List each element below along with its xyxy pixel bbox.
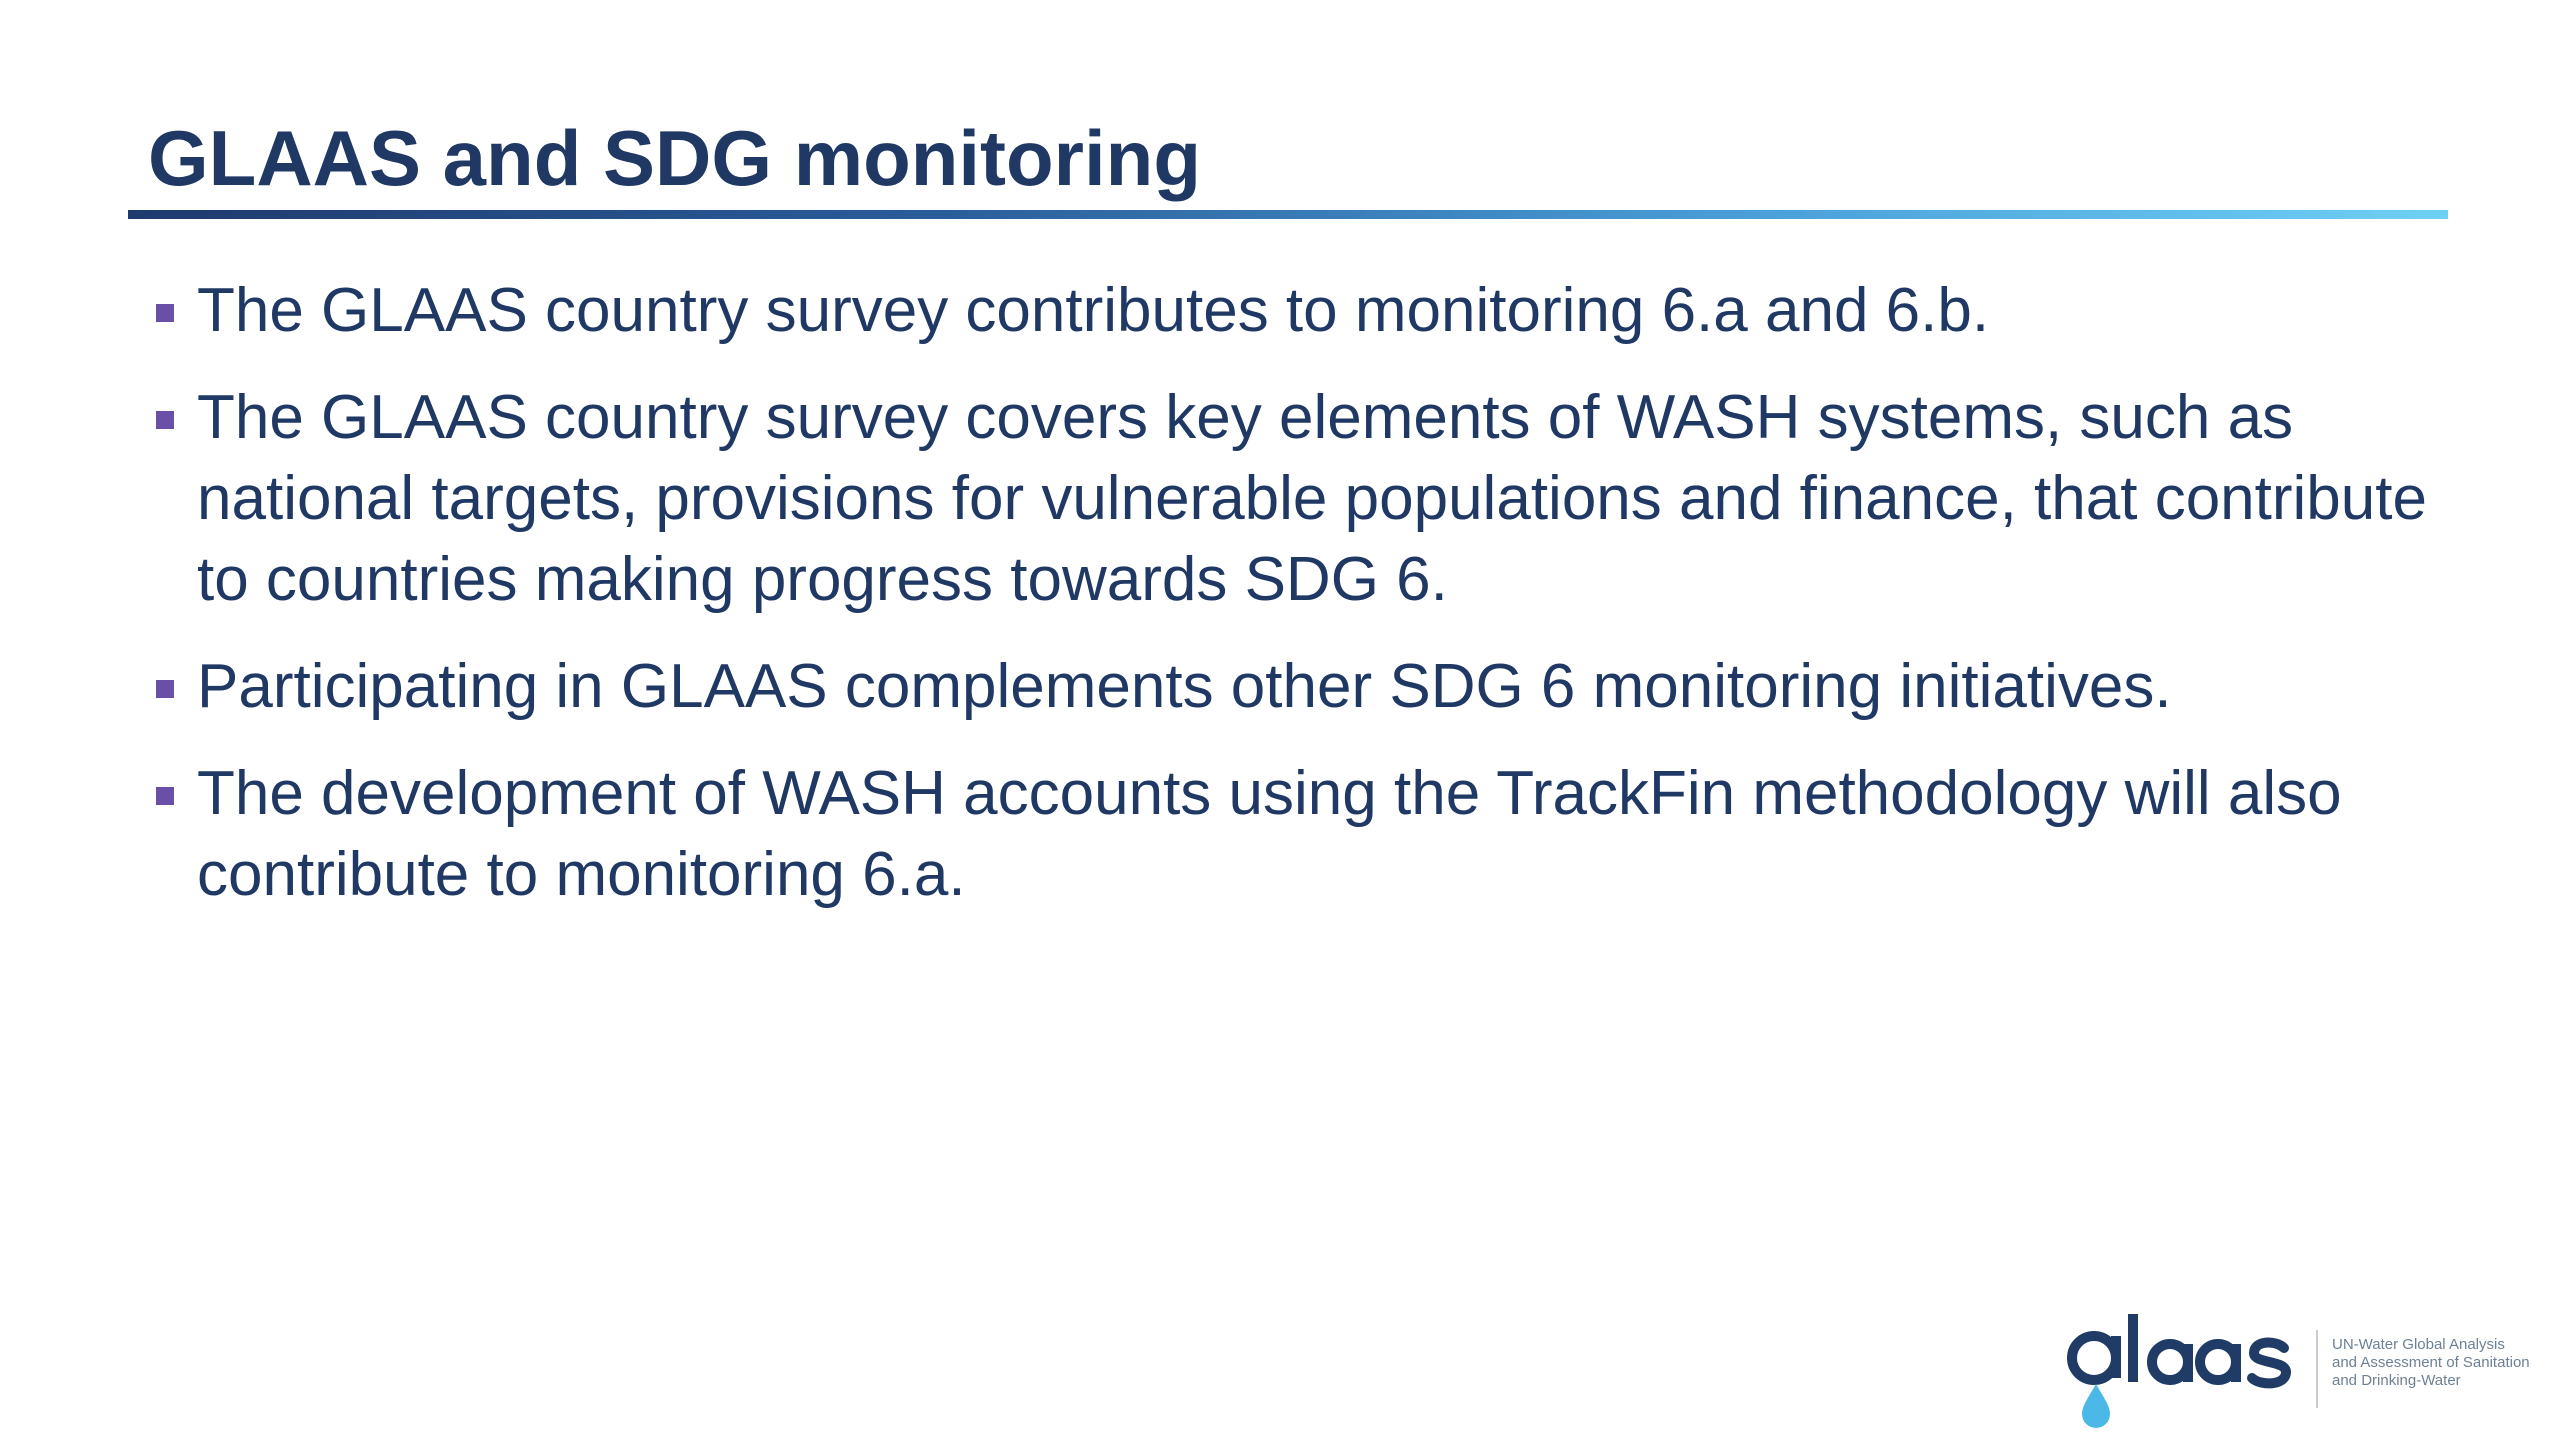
bullet-text: The GLAAS country survey contributes to monitoring 6.a and 6.b. [197,276,1990,345]
square-bullet-icon [156,411,174,429]
logo-tagline-line: UN-Water Global Analysis [2332,1336,2505,1353]
logo-tagline-line: and Drinking-Water [2332,1372,2461,1389]
square-bullet-icon [156,680,174,698]
square-bullet-icon [156,787,174,805]
bullet-list [152,270,2452,941]
bullet-item [152,377,2452,620]
bullet-item [152,646,2452,727]
bullet-text: Participating in GLAAS complements other SDG 6 monitoring initiatives. [197,652,2172,721]
square-bullet-icon [156,304,174,322]
glaas-logo [2060,1300,2560,1440]
bullet-text: The GLAAS country survey covers key elements of WASH systems, such as national targets, provisions for vulnerable populations and finance, that contribute to countries making progress towards SDG 6. [197,383,2427,614]
glaas-logo-icon [2060,1300,2300,1440]
bullet-text: The development of WASH accounts using the TrackFin methodology will also contribute to monitoring 6.a. [197,759,2342,909]
bullet-item [152,270,2452,351]
logo-tagline [2332,1336,2558,1390]
logo-tagline-line: and Assessment of Sanitation [2332,1354,2530,1371]
title-underline [128,210,2448,219]
slide-title: GLAAS and SDG monitoring [148,114,1201,202]
logo-divider [2316,1330,2318,1408]
bullet-item [152,753,2452,915]
